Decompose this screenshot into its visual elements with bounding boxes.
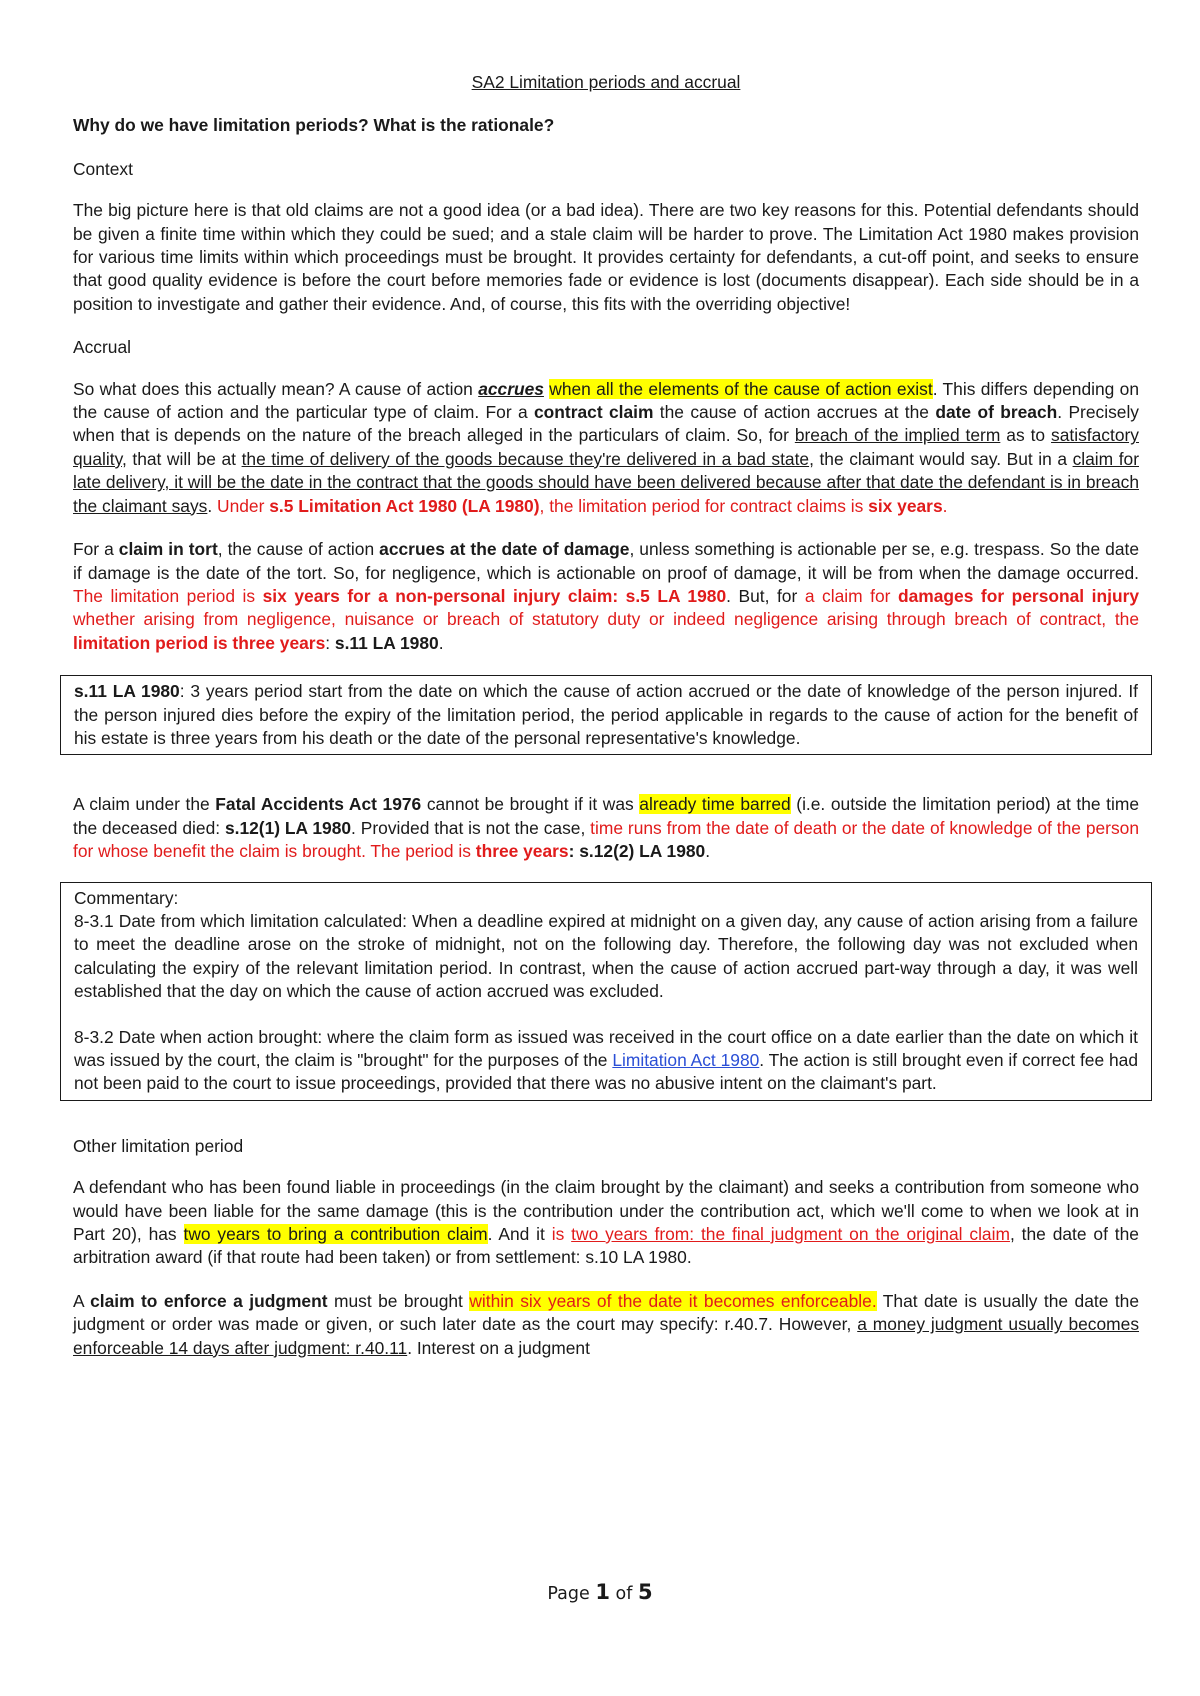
section-heading-other: Other limitation period bbox=[73, 1135, 244, 1156]
tort-paragraph: For a claim in tort, the cause of action accrues at the date of damage, unless something is actionable per se, e.g. trespass. So the date if damage is the date of the tort. So, for negligence, which is actionable on proof of damage, it will be from when the damage occurred. The limitation period is six years for a non-personal injury claim: s.5 LA 1980. But, for a claim for damages for personal injury whether arising from negligence, nuisance or breach of statutory duty or indeed negligence arising through breach of contract, the limitation period is three years: s.11 LA 1980. bbox=[73, 539, 1140, 653]
context-paragraph: The big picture here is that old claims are not a good idea (or a bad idea). There are two key reasons for this. Potential defendants should be given a finite time within which they could be sued; and a stale claim will be harder to prove. The Limitation Act 1980 makes provision for various time limits within which proceedings must be brought. It provides certainty for defendants, a cut-off point, and seeks to ensure that good quality evidence is before the court before memories fade or evidence is lost (documents disappear). Each side should be in a position to investigate and gather their evidence. And, of course, this fits with the overriding objective! bbox=[73, 200, 1139, 314]
commentary-heading: Commentary: bbox=[74, 887, 179, 908]
fatal-accidents-paragraph: A claim under the Fatal Accidents Act 1976 cannot be brought if it was already time barred (i.e. outside the limitation period) at the time the deceased died: s.12(1) LA 1980. Provided that is not the case, time runs from the date of death or the date of knowledge of the person for whose benefit the claim is brought. The period is three years: s.12(2) LA 1980. bbox=[73, 794, 1140, 862]
commentary-8-3-2: 8-3.2 Date when action brought: where the claim form as issued was received in the court office on a date earlier than the date on which it was issued by the court, the claim is "brought" for the purposes of the Limitation Act 1980. The action is still brought even if correct fee had not been paid to the court to issue proceedings, provided that there was no abusive intent on the claimant's part. bbox=[74, 1026, 1138, 1094]
section-heading-accrual: Accrual bbox=[73, 337, 131, 358]
contribution-paragraph: A defendant who has been found liable in proceedings (in the claim brought by the claimant) and seeks a contribution from someone who would have been liable for the same damage (this is the contribution under the contribution act, which we'll come to when we look at in Part 20), has two years to bring a contribution claim. And it is two years from: the final judgment on the original claim, the date of the arbitration award (if that route had been taken) or from settlement: s.10 LA 1980. bbox=[73, 1177, 1139, 1268]
commentary-box bbox=[60, 882, 1152, 1101]
rationale-question: Why do we have limitation periods? What is the rationale? bbox=[73, 115, 555, 136]
page-total: 5 bbox=[637, 1580, 653, 1604]
highlight-contribution-claim: two years to bring a contribution claim bbox=[183, 1224, 488, 1245]
highlight-time-barred: already time barred bbox=[639, 794, 791, 815]
enforce-judgment-paragraph: A claim to enforce a judgment must be brought within six years of the date it becomes enforceable. That date is usually the date the judgment or order was made or given, or such later date as the court may specify: r.40.7. However, a money judgment usually becomes enforceable 14 days after judgment: r.40.11. Interest on a judgment bbox=[73, 1290, 1140, 1358]
page-footer bbox=[0, 1581, 1200, 1606]
section-heading-context: Context bbox=[73, 158, 133, 179]
page-label: Page bbox=[547, 1584, 590, 1604]
s11-summary-box bbox=[60, 675, 1152, 755]
of-label: of bbox=[615, 1584, 633, 1604]
document-body bbox=[73, 71, 1139, 1380]
accrual-paragraph: So what does this actually mean? A cause of action accrues when all the elements of the cause of action exist. This differs depending on the cause of action and the particular type of claim. For a contract claim the cause of action accrues at the date of breach. Precisely when that is depends on the nature of the breach alleged in the particulars of claim. So, for breach of the implied term as to satisfactory quality, that will be at the time of delivery of the goods because they're delivered in a bad state, the claimant would say. But in a claim for late delivery, it will be the date in the contract that the goods should have been delivered because after that date the defendant is in breach the claimant says. Under s.5 Limitation Act 1980 (LA 1980), the limitation period for contract claims is six years. bbox=[73, 378, 1139, 516]
s11-summary-text: s.11 LA 1980: 3 years period start from the date on which the cause of action accrued or the date of knowledge of the person injured. If the person injured dies before the expiry of the limitation period, the period applicable in regards to the cause of action for the benefit of his estate is three years from his death or the date of the personal representative's knowledge. bbox=[74, 681, 1138, 748]
highlight-elements-exist: when all the elements of the cause of action exist bbox=[549, 378, 933, 399]
limitation-act-link[interactable]: Limitation Act 1980 bbox=[612, 1050, 760, 1070]
highlight-six-years: within six years of the date it becomes enforceable. bbox=[469, 1290, 877, 1311]
commentary-8-3-1: 8-3.1 Date from which limitation calculated: When a deadline expired at midnight on a given day, any cause of action arising from a failure to meet the deadline arose on the stroke of midnight, not on the following day. Therefore, the following day was not excluded when calculating the expiry of the relevant limitation period. In contrast, when the cause of action accrued part-way through a day, it was well established that the day on which the cause of action accrued was excluded. bbox=[74, 910, 1138, 1002]
document-title: SA2 Limitation periods and accrual bbox=[471, 72, 741, 92]
page-current: 1 bbox=[595, 1580, 610, 1604]
accrues-term: accrues bbox=[478, 378, 544, 399]
